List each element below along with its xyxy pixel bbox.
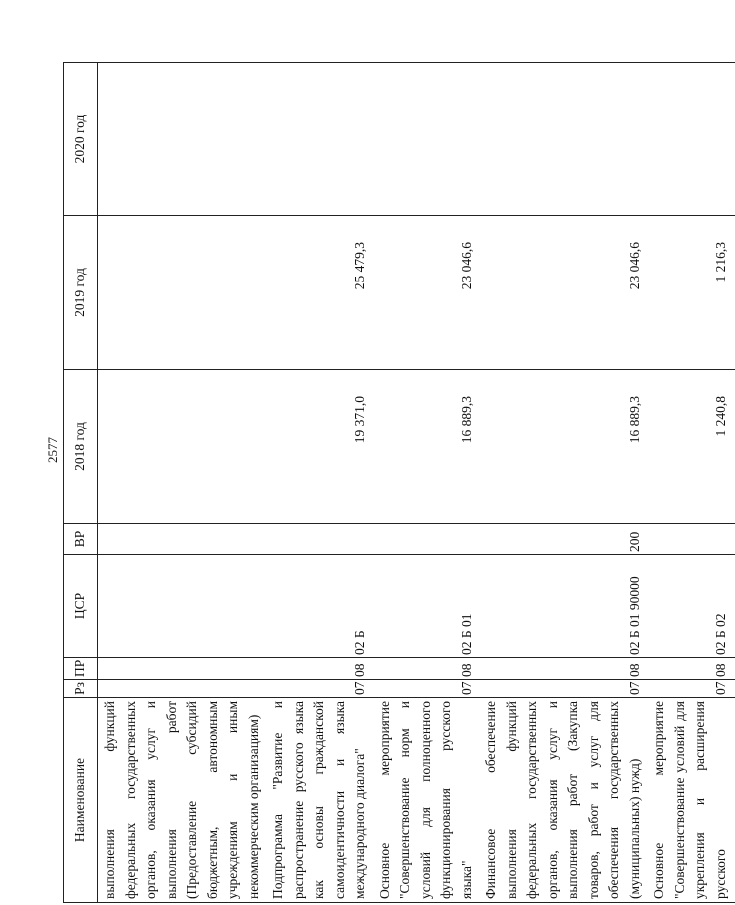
row-pr: 08 <box>375 658 482 680</box>
table-wrapper <box>63 63 728 899</box>
header-name: Наименование <box>64 698 98 903</box>
row-rz: 07 <box>375 680 482 698</box>
row-2019: 1 216,3 <box>649 216 735 370</box>
table-row <box>481 63 649 903</box>
row-2019: 23 046,6 <box>481 216 649 370</box>
row-2018: 16 889,3 <box>375 370 482 524</box>
table-row <box>98 63 269 903</box>
row-rz <box>98 680 269 698</box>
row-2020 <box>375 63 482 216</box>
row-csr: 02 Б 01 90000 <box>481 555 649 658</box>
header-2018: 2018 год <box>64 370 98 524</box>
row-vr <box>268 524 375 555</box>
header-rz: Рз <box>64 680 98 698</box>
row-name: выполнения функций федеральных государственных органов, оказания услуг и выполнения работ (Предоставление субсидий бюджетным, автономным учреждениям и иным некоммерческим организациям) <box>98 698 269 903</box>
header-vr: ВР <box>64 524 98 555</box>
row-name: Основное мероприятие "Совершенствование норм и условий для полноценного функционирования русского языка" <box>375 698 482 903</box>
row-name: Финансовое обеспечение выполнения функций федеральных государственных органов, оказания услуг и выполнения работ (Закупка товаров, работ и услуг для обеспечения государственных (муниципальных) нужд) <box>481 698 649 903</box>
row-2019: 25 479,3 <box>268 216 375 370</box>
row-rz: 07 <box>481 680 649 698</box>
table-row <box>375 63 482 903</box>
row-2020 <box>268 63 375 216</box>
row-2018: 1 240,8 <box>649 370 735 524</box>
row-pr: 08 <box>649 658 735 680</box>
row-csr: 02 Б 02 <box>649 555 735 658</box>
table-row <box>649 63 735 903</box>
row-2020 <box>481 63 649 216</box>
rotated-table-container <box>63 63 728 903</box>
header-2019: 2019 год <box>64 216 98 370</box>
table-header-row <box>64 63 98 903</box>
row-vr <box>375 524 482 555</box>
row-2020 <box>98 63 269 216</box>
row-rz: 07 <box>268 680 375 698</box>
header-csr: ЦСР <box>64 555 98 658</box>
row-name: Основное мероприятие "Совершенствование условий для укрепления и расширения русского <box>649 698 735 903</box>
row-pr: 08 <box>481 658 649 680</box>
table-row <box>268 63 375 903</box>
row-2019 <box>98 216 269 370</box>
row-2020 <box>649 63 735 216</box>
row-csr: 02 Б 01 <box>375 555 482 658</box>
row-name: Подпрограмма "Развитие и распространение русского языка как основы гражданской самоидентичности и языка международного диалога" <box>268 698 375 903</box>
row-pr: 08 <box>268 658 375 680</box>
budget-table <box>63 62 735 903</box>
row-2018: 16 889,3 <box>481 370 649 524</box>
header-pr: ПР <box>64 658 98 680</box>
row-csr <box>98 555 269 658</box>
row-csr: 02 Б <box>268 555 375 658</box>
row-pr <box>98 658 269 680</box>
page-number: 2577 <box>45 437 60 463</box>
row-2018: 19 371,0 <box>268 370 375 524</box>
row-vr <box>649 524 735 555</box>
row-vr <box>98 524 269 555</box>
row-rz: 07 <box>649 680 735 698</box>
header-2020: 2020 год <box>64 63 98 216</box>
row-vr: 200 <box>481 524 649 555</box>
row-2019: 23 046,6 <box>375 216 482 370</box>
row-2018 <box>98 370 269 524</box>
